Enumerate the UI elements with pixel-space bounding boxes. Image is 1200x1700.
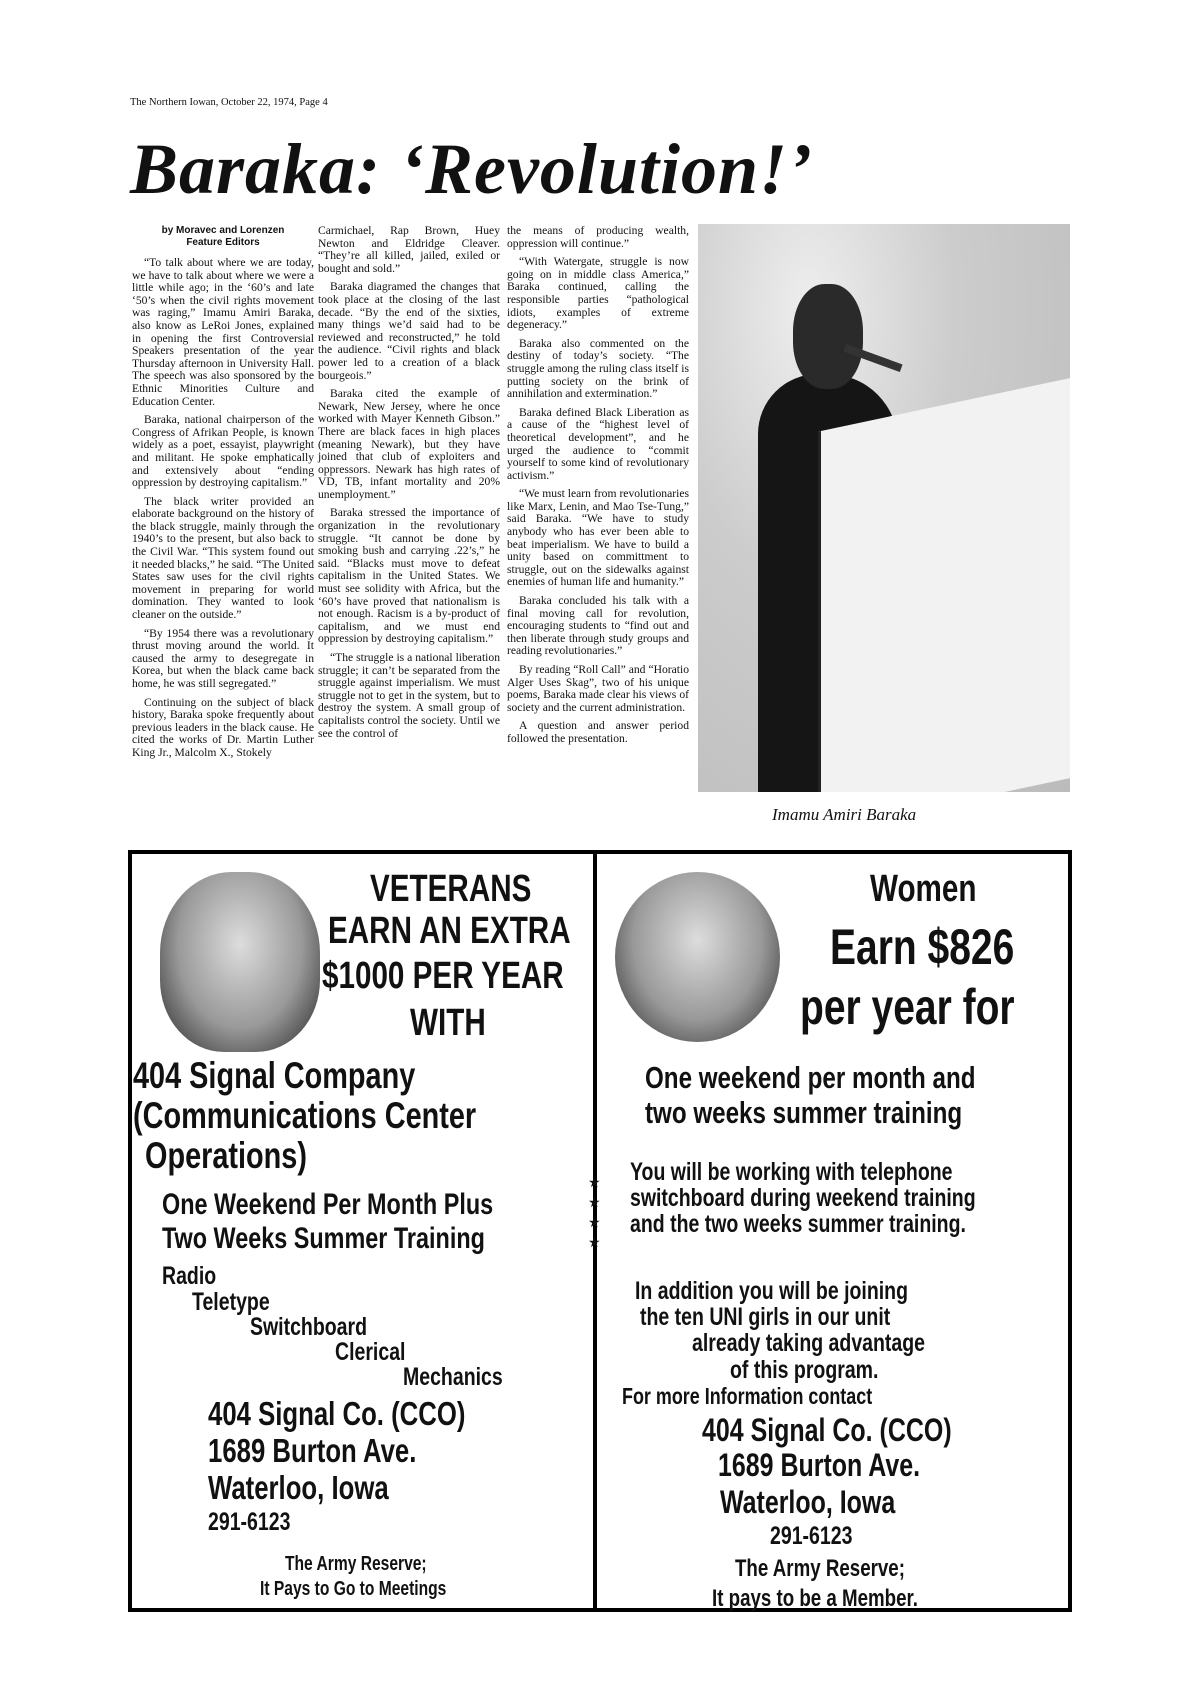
- ad-right-line: Women: [870, 868, 977, 910]
- ad-right-line: and the two weeks summer training.: [630, 1210, 966, 1238]
- paragraph: Carmichael, Rap Brown, Huey Newton and Eldridge Cleaver. “They’re all killed, jailed, exiled or bought and sold.”: [318, 224, 500, 275]
- paragraph: “By 1954 there was a revolutionary thrust moving around the world. It caused the army to desegregate in Korea, but when the black came back home, he was still segregated.”: [132, 626, 314, 690]
- ad-left-tagline: It Pays to Go to Meetings: [260, 1578, 447, 1600]
- ad-right-line: For more Information contact: [622, 1383, 873, 1409]
- ad-right-line: per year for: [800, 979, 1015, 1035]
- paragraph: By reading “Roll Call” and “Horatio Alger Uses Skag”, two of his unique poems, Baraka made clear his views of society and the current administration.: [507, 663, 689, 714]
- ad-right-address: 404 Signal Co. (CCO): [702, 1412, 952, 1448]
- paragraph: Baraka, national chairperson of the Congress of Afrikan People, is known widely as a poet, essayist, playwright and militant. He spoke emphatically and extensively about “ending oppression by destroying capitalism.”: [132, 413, 314, 490]
- podium: [818, 376, 1070, 792]
- star-icon: ★: [588, 1176, 601, 1191]
- ad-right-line: of this program.: [730, 1356, 879, 1384]
- job-item: Radio: [162, 1262, 217, 1290]
- paragraph: Baraka stressed the importance of organization in the revolutionary struggle. “It cannot be done by smoking bush and carrying .22’s,” he said. “Blacks must move to defeat capitalism in the United States. We must see solidity with Africa, but the ‘60’s have proved that nationalism is not enough. Racism is a by-product of capitalism, and we must end oppression by destroying capitalism.”: [318, 506, 500, 646]
- ad-left-line: Two Weeks Summer Training: [162, 1222, 485, 1255]
- paragraph: “To talk about where we are today, we have to talk about where we were a little while ago; in the ‘60’s and late ‘50’s when the civil rights movement was raging,” Imamu Amiri Baraka, also know as LeRoi Jones, explained in opening the first Controversial Speakers presentation of the year Thursday afternoon in University Hall. The speech was also sponsored by the Ethnic Minorities Culture and Education Center.: [132, 256, 314, 408]
- paragraph: Baraka also commented on the destiny of today’s society. “The struggle among the ruling class itself is putting society on the brink of annihilation and extermination.”: [507, 336, 689, 401]
- job-item: Teletype: [192, 1288, 270, 1316]
- ad-left-line: $1000 PER YEAR: [322, 955, 564, 997]
- ad-right-line: two weeks summer training: [645, 1095, 963, 1130]
- speaker-head: [793, 284, 863, 389]
- paragraph: Continuing on the subject of black history, Baraka spoke frequently about previous leaders in the black cause. He cited the works of Dr. Martin Luther King Jr., Malcolm X., Stokely: [132, 695, 314, 759]
- ad-left-address: 1689 Burton Ave.: [208, 1432, 417, 1469]
- ad-left-address: Waterloo, Iowa: [208, 1469, 389, 1506]
- ad-right-line: You will be working with telephone: [630, 1158, 953, 1186]
- paragraph: the means of producing wealth, oppression will continue.”: [507, 224, 689, 250]
- paragraph: “The struggle is a national liberation struggle; it can’t be separated from the struggle against imperialism. We must struggle not to get in the system, but to destroy the system. A small group of capitalists control the society. Until we see the control of: [318, 651, 500, 740]
- ad-right-line: One weekend per month and: [645, 1060, 976, 1095]
- ad-right-line: Earn $826: [830, 919, 1015, 975]
- byline-title: Feature Editors: [186, 237, 260, 248]
- byline: [132, 225, 314, 249]
- job-item: Switchboard: [250, 1313, 368, 1341]
- ad-right-address: Waterloo, Iowa: [720, 1484, 896, 1520]
- ad-right-address: 1689 Burton Ave.: [718, 1447, 921, 1483]
- article-column-3: [507, 225, 689, 752]
- page-folio: The Northern Iowan, October 22, 1974, Page 4: [130, 97, 328, 108]
- paragraph: Baraka concluded his talk with a final moving call for revolution, encouraging students to “find out and then liberate through study groups and reading revolutionaries.”: [507, 594, 689, 658]
- ad-right-line: switchboard during weekend training: [630, 1184, 976, 1212]
- ad-left-line: (Communications Center: [133, 1095, 477, 1136]
- star-icon: ★: [588, 1236, 601, 1251]
- article-column-2: [318, 225, 500, 746]
- headline: Baraka: ‘Revolution!’: [130, 129, 814, 209]
- job-item: Mechanics: [403, 1363, 503, 1391]
- woman-photo: [615, 872, 780, 1042]
- star-icon: ★: [588, 1216, 601, 1231]
- job-item: Clerical: [335, 1338, 406, 1366]
- article-column-1: [132, 225, 314, 766]
- ad-left-address: 404 Signal Co. (CCO): [208, 1395, 466, 1432]
- ad-left-line: WITH: [410, 1002, 486, 1044]
- ad-right-line: already taking advantage: [692, 1329, 926, 1357]
- ad-left-tagline: The Army Reserve;: [285, 1553, 427, 1575]
- ad-left-line: EARN AN EXTRA: [328, 910, 571, 952]
- ad-left-line: 404 Signal Company: [133, 1055, 416, 1096]
- byline-authors: by Moravec and Lorenzen: [161, 225, 285, 236]
- veteran-photo: [160, 872, 320, 1052]
- ad-left-line: Operations): [145, 1135, 307, 1176]
- ad-right-phone: 291-6123: [770, 1522, 853, 1550]
- paragraph: “With Watergate, struggle is now going on in middle class America,” Baraka continued, calling the responsible parties “pathological idiots, examples of extreme degeneracy.”: [507, 255, 689, 332]
- star-icon: ★: [588, 1196, 601, 1211]
- paragraph: The black writer provided an elaborate background on the history of the black struggle, mainly through the 1940’s to the present, but also back to the Civil War. “This system found out it needed blacks,” he said. “The United States saw uses for the civil rights movement in preparing for world domination. They wanted to look cleaner on the outside.”: [132, 494, 314, 622]
- ad-right-tagline: The Army Reserve;: [735, 1555, 905, 1582]
- ad-right-tagline: It pays to be a Member.: [712, 1585, 918, 1612]
- paragraph: Baraka defined Black Liberation as a cause of the “highest level of theoretical development”, and he urged the audience to “commit yourself to some kind of revolutionary activism.”: [507, 405, 689, 482]
- paragraph: “We must learn from revolutionaries like Marx, Lenin, and Mao Tse-Tung,” said Baraka. “We have to study anybody who has ever been able to beat imperialism. We have to build a unity based on committment to struggle, out on the sidewalks against enemies of human life and humanity.”: [507, 487, 689, 589]
- paragraph: Baraka diagramed the changes that took place at the closing of the last decade. “By the end of the sixties, many things we’d said had to be reviewed and reconstructed,” he told the audience. “Civil rights and black power led to a creation of a black bourgeois.”: [318, 280, 500, 382]
- ad-right-line: In addition you will be joining: [635, 1277, 908, 1305]
- ad-left-line: One Weekend Per Month Plus: [162, 1188, 494, 1221]
- ad-left-phone: 291-6123: [208, 1508, 291, 1536]
- ad-right-line: the ten UNI girls in our unit: [640, 1303, 891, 1331]
- speaker-photo: [698, 224, 1070, 792]
- paragraph: A question and answer period followed the presentation.: [507, 719, 689, 745]
- ad-left-line: VETERANS: [370, 868, 532, 910]
- photo-caption: Imamu Amiri Baraka: [772, 805, 917, 824]
- paragraph: Baraka cited the example of Newark, New Jersey, where he once worked with Mayer Kenneth Gibson.” There are black faces in high places (meaning Newark), but they have joined that club of exploiters and oppressors. Newark has high rates of VD, TB, infant mortality and 20% unemployment.”: [318, 387, 500, 501]
